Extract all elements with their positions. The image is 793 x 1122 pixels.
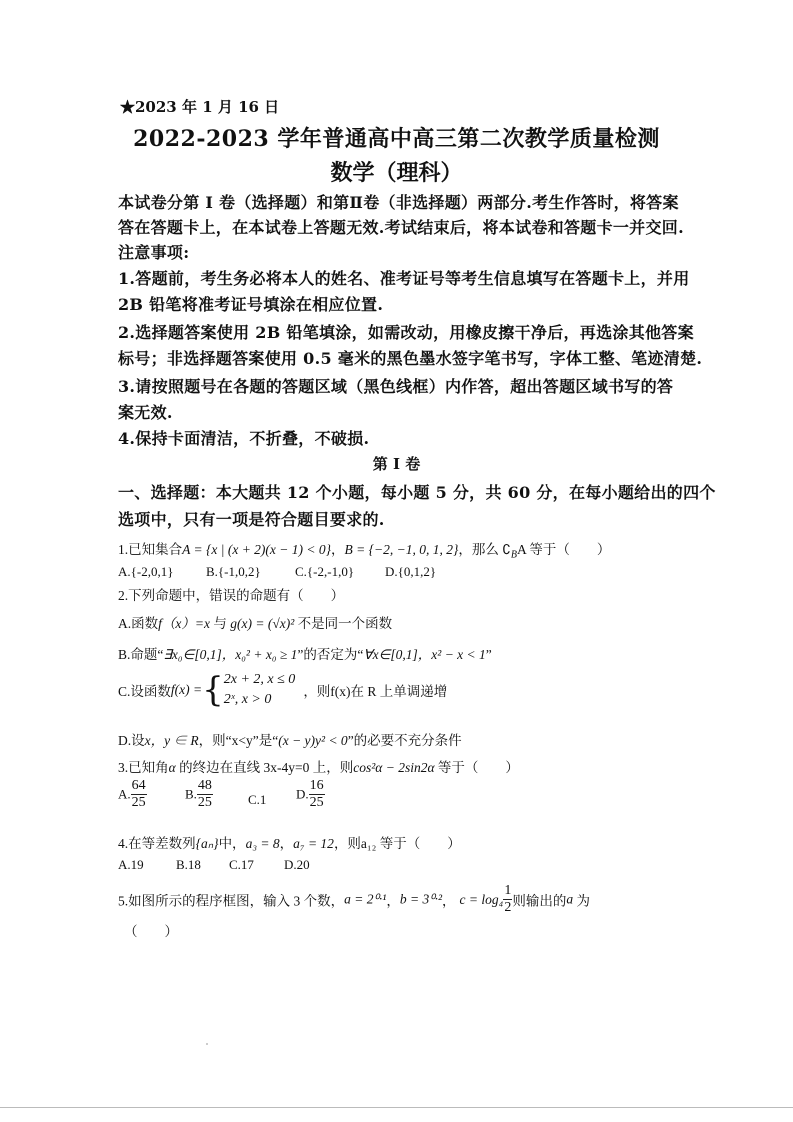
- q3-option-d: [296, 778, 325, 811]
- exam-title: 2022-2023 学年普通高中高三第二次教学质量检测: [133, 126, 660, 152]
- q2-a-f: f（x）=x: [158, 616, 210, 631]
- q5-frac-den: 2: [504, 900, 512, 915]
- q4-cond-2: a₇ = 12: [293, 836, 334, 851]
- q1-sub: B: [510, 549, 517, 561]
- q3-a-num: 64: [131, 778, 146, 793]
- q3-option-a: [118, 778, 147, 811]
- q5-frac-num: 1: [504, 883, 512, 898]
- q4-tail: ，则a₁₂ 等于（ ）: [333, 836, 461, 851]
- note-1a: 1.答题前，考生务必将本人的姓名、准考证号等考生信息填写在答题卡上，并用: [118, 269, 690, 288]
- q2-c-pre: C.设函数: [118, 684, 171, 699]
- notes-title: 注意事项:: [118, 243, 190, 262]
- question-3: [118, 756, 519, 776]
- q3-b-label: B.: [185, 786, 197, 802]
- q2-b-prop: ∃x₀∈[0,1]，x₀² + x₀ ≥ 1: [163, 647, 298, 662]
- q2-a-tail: 不是同一个函数: [294, 616, 393, 631]
- scan-speck: [206, 1043, 208, 1045]
- q2-option-c: [118, 670, 447, 710]
- q2-b-mid: ”的否定为“: [297, 647, 364, 662]
- note-3b: 案无效.: [118, 403, 173, 422]
- section-desc-2: 选项中，只有一项是符合题目要求的.: [118, 510, 385, 529]
- q2-c-cases: [224, 670, 296, 710]
- q1-option-c: C.{-2,-1,0}: [295, 564, 355, 579]
- q2-option-a: [118, 612, 392, 632]
- q1-option-d: D.{0,1,2}: [385, 564, 437, 579]
- note-2b: 标号；非选择题答案使用 0.5 毫米的黑色墨水签字笔书写，字体工整、笔迹清楚.: [118, 349, 703, 368]
- q3-pre: 3.已知角: [118, 760, 169, 775]
- q1-tail: A 等于（ ）: [517, 542, 611, 557]
- instruction-line-2: 答在答题卡上，在本试卷上答题无效.考试结束后，将本试卷和答题卡一并交回.: [118, 218, 684, 237]
- q1-option-b: B.{-1,0,2}: [206, 564, 261, 579]
- q1-suffix: ，那么 ∁: [458, 542, 511, 557]
- q2-a-pre: A.函数: [118, 616, 159, 631]
- q5-paren: （ ）: [124, 924, 178, 939]
- q3-b-fraction: [197, 778, 213, 811]
- section-desc-1: 一、选择题：本大题共 12 个小题，每小题 5 分，共 60 分，在每小题给出的四个: [118, 483, 716, 502]
- q3-option-b: [185, 778, 213, 811]
- q4-option-c: C.17: [229, 857, 254, 872]
- q1-set-a: A = {x | (x + 2)(x − 1) < 0}: [182, 542, 332, 557]
- question-2-stem: 2.下列命题中，错误的命题有（ ）: [118, 588, 345, 603]
- q2-b-tail: ”: [485, 647, 492, 662]
- q1-option-a: A.{-2,0,1}: [118, 564, 174, 579]
- q1-prefix: 1.已知集合: [118, 542, 183, 557]
- q3-b-den: 25: [197, 795, 212, 810]
- note-1b: 2B 铅笔将准考证号填涂在相应位置.: [118, 295, 384, 314]
- q2-d-vars: x，y ∈ R: [144, 733, 199, 748]
- q3-b-num: 48: [197, 778, 212, 793]
- q2-d-cond: (x − y)y² < 0: [278, 733, 348, 748]
- q2-d-mid: ，则“x<y”是“: [198, 733, 279, 748]
- q2-option-d: [118, 729, 462, 749]
- q2-a-mid: 与: [209, 616, 231, 631]
- q5-pre: 5.如图所示的程序框图，输入 3 个数，: [118, 893, 345, 909]
- page-bottom-rule: [0, 1107, 793, 1108]
- q2-c-brace: {: [202, 670, 224, 710]
- exam-subject: 数学（理科）: [330, 160, 463, 186]
- q3-d-den: 25: [309, 795, 324, 810]
- q2-c-tail: ，则f(x)在 R 上单调递增: [303, 684, 448, 699]
- exam-date: ★2023 年 1 月 16 日: [120, 98, 280, 116]
- q4-pre: 4.在等差数列: [118, 836, 196, 851]
- q5-fraction: [503, 883, 512, 916]
- question-4: [118, 832, 461, 852]
- q3-option-c: C.1: [248, 792, 267, 807]
- q1-sep: ，: [331, 542, 345, 557]
- q3-a-label: A.: [118, 786, 131, 802]
- q4-cond-1: a₃ = 8: [245, 836, 280, 851]
- q5-tail: 则输出的: [512, 893, 567, 909]
- q4-seq: {aₙ}: [195, 836, 219, 851]
- q5-tail-2: 为: [573, 893, 590, 909]
- q1-set-b: B = {−2, −1, 0, 1, 2}: [344, 542, 459, 557]
- q2-c-f: f(x) =: [170, 682, 203, 697]
- q3-a-fraction: [131, 778, 147, 811]
- q3-a-den: 25: [131, 795, 146, 810]
- note-4: 4.保持卡面清洁，不折叠，不破损.: [118, 429, 370, 448]
- q4-option-d: D.20: [284, 857, 310, 872]
- question-5: [118, 883, 590, 916]
- q5-sep-2: ，: [442, 893, 456, 909]
- section-title: 第 I 卷: [372, 455, 421, 473]
- q2-d-pre: D.设: [118, 733, 145, 748]
- q3-d-num: 16: [309, 778, 324, 793]
- q4-option-b: B.18: [176, 857, 201, 872]
- q3-mid: 的终边在直线 3x-4y=0 上，则: [175, 760, 354, 775]
- q3-d-label: D.: [296, 786, 309, 802]
- q2-b-neg: ∀x∈[0,1]，x² − x < 1: [363, 647, 486, 662]
- q3-tail: 等于（ ）: [434, 760, 519, 775]
- question-1: [118, 538, 610, 561]
- q5-b-expr: b = 3⁰·²: [399, 891, 443, 907]
- instruction-line-1: 本试卷分第 I 卷（选择题）和第Ⅱ卷（非选择题）两部分.考生作答时，将答案: [118, 193, 679, 212]
- q3-expr: cos²α − 2sin2α: [353, 760, 435, 775]
- q5-sep: ，: [386, 893, 400, 909]
- q4-sep: ，: [279, 836, 294, 851]
- q2-b-pre: B.命题“: [118, 647, 164, 662]
- q2-option-b: [118, 643, 492, 663]
- q5-a-expr: a = 2⁰·¹: [344, 891, 387, 907]
- q4-mid: 中，: [218, 836, 246, 851]
- note-2a: 2.选择题答案使用 2B 铅笔填涂，如需改动，用橡皮擦干净后，再选涂其他答案: [118, 323, 694, 342]
- q3-alpha: α: [168, 760, 176, 775]
- q2-d-tail: ”的必要不充分条件: [347, 733, 462, 748]
- q2-c-case-2: 2ˣ, x > 0: [223, 692, 272, 707]
- q3-d-fraction: [309, 778, 325, 811]
- q2-a-g: g(x) = (√x)²: [230, 616, 295, 631]
- q5-var: a: [566, 891, 574, 907]
- q4-option-a: A.19: [118, 857, 144, 872]
- q5-c-expr: c = log₄: [459, 891, 504, 907]
- q2-c-case-1: 2x + 2, x ≤ 0: [223, 672, 296, 687]
- note-3a: 3.请按照题号在各题的答题区域（黑色线框）内作答，超出答题区域书写的答: [118, 377, 674, 396]
